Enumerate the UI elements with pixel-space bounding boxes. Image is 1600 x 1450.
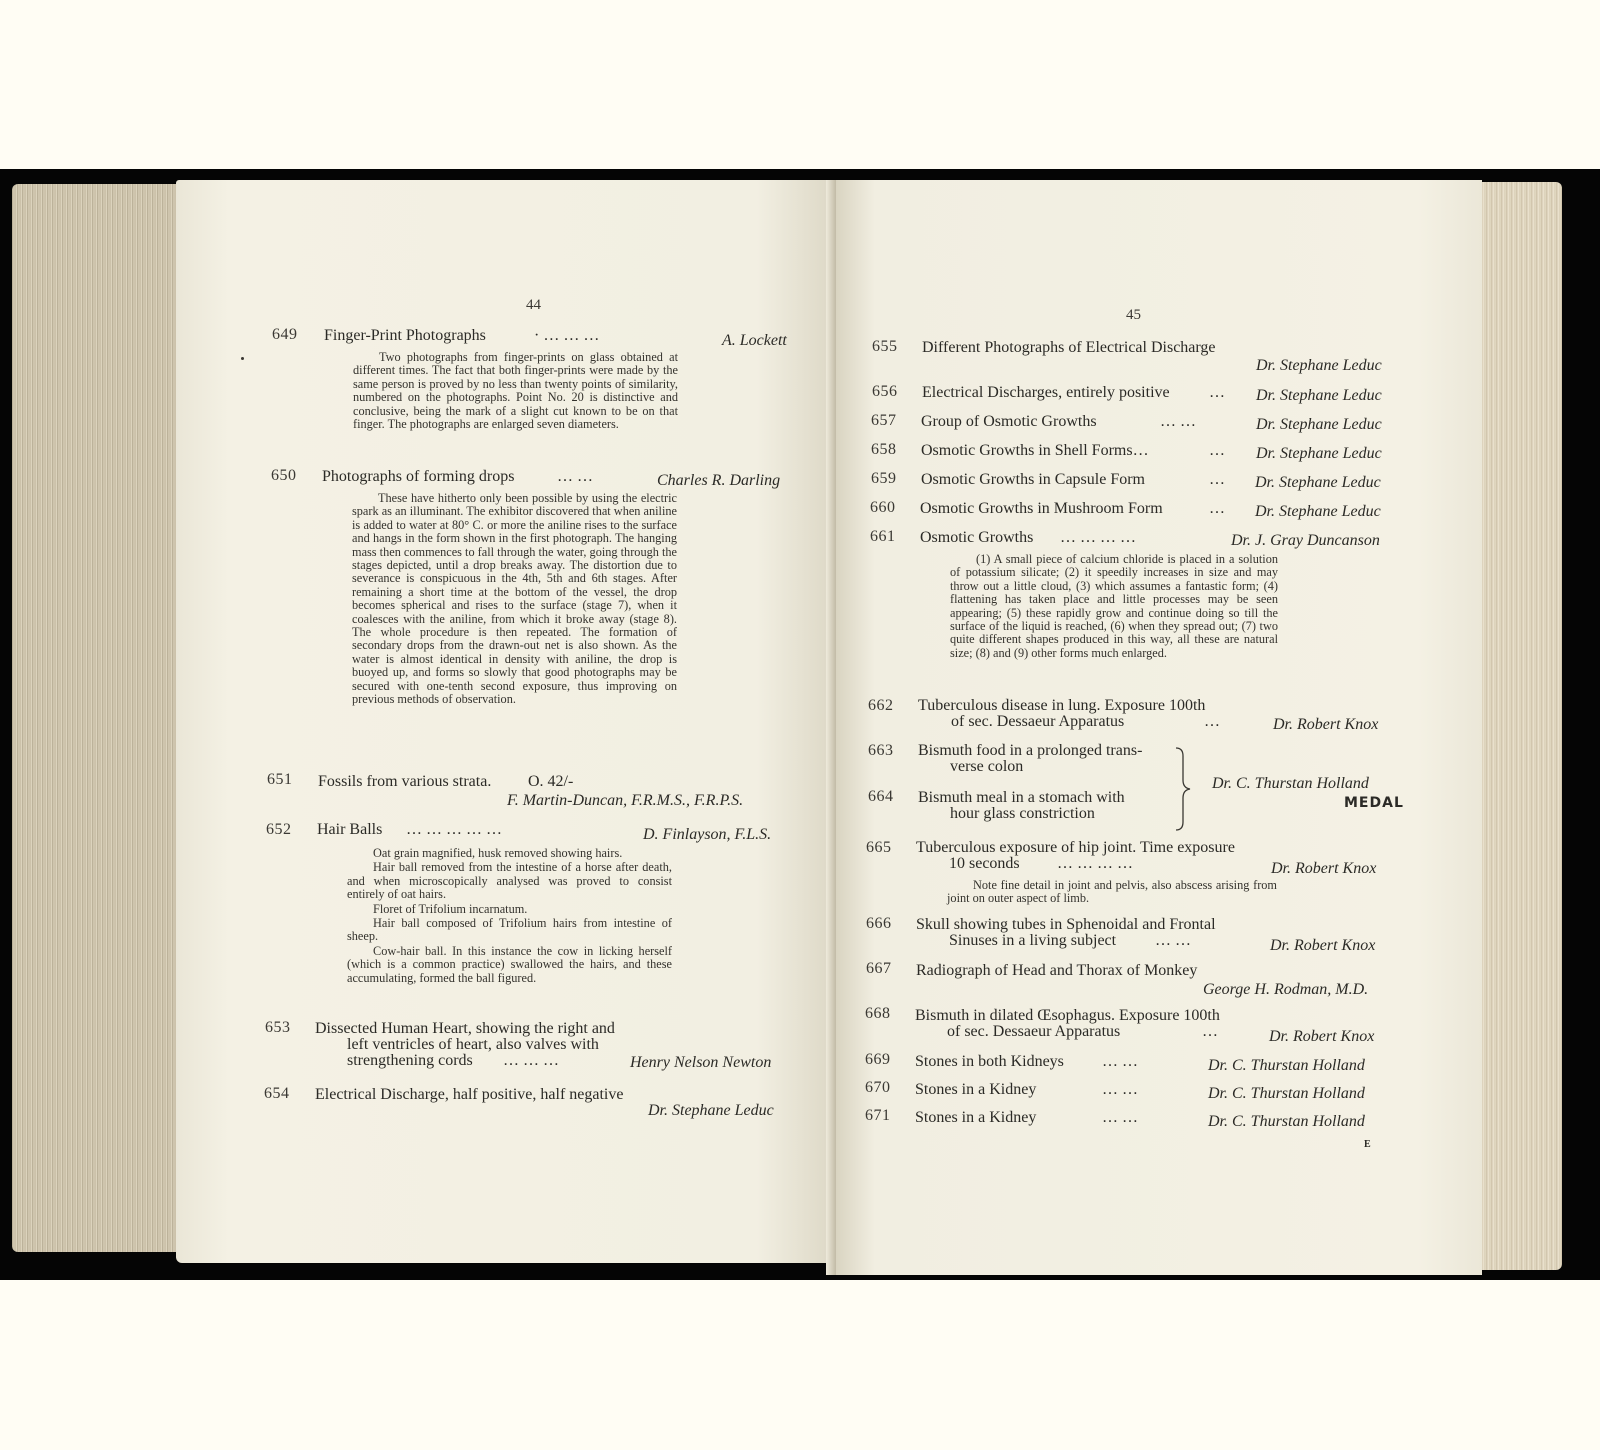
entry-exhibitor: Dr. Stephane Leduc xyxy=(648,1102,774,1119)
entry-number: 662 xyxy=(868,697,894,714)
entry-number: 664 xyxy=(868,788,894,805)
entry-number: 663 xyxy=(868,742,894,759)
entry-description: Two photographs from finger-prints on glass obtained at different times. The fact that both finger-prints were made by the same person is proved by no less than twenty points of similarity, numbered on the photographs. Point No. 20 is distinctive and conclusive, being the mark of a slight cut known to be on that finger. The photographs are enlarged seven diameters. xyxy=(353,350,678,432)
entry-title: Fossils from various strata. xyxy=(318,773,492,790)
entry-number: 653 xyxy=(265,1019,291,1036)
entry-number: 668 xyxy=(865,1005,891,1022)
entry-exhibitor: Charles R. Darling xyxy=(657,472,781,489)
entry-title: Different Photographs of Electrical Discharge xyxy=(922,339,1216,356)
page-edges-left xyxy=(12,184,182,1252)
entry-exhibitor: Dr. Robert Knox xyxy=(1270,937,1376,954)
entry-number: 669 xyxy=(865,1051,891,1068)
leader-dots: … … … … … xyxy=(406,821,502,838)
entry-description: (1) A small piece of calcium chloride is placed in a solution of potassium silicate; (2) it speedily increases in size and may throw out a little cloud, (3) which assumes a fantastic form; (4) flattening has taken place and little processes may be seen appearing; (5) these rapidly grow and continue doing so till the surface of the liquid is reached, (6) when they spread out; (7) two quite different shapes produced in this way, all these are natural size; (8) and (9) other forms much enlarged. xyxy=(950,552,1278,660)
entry-title-line: Dissected Human Heart, showing the right and xyxy=(315,1020,615,1037)
entry-title-line: left ventricles of heart, also valves with xyxy=(347,1036,599,1053)
entry-title: Electrical Discharge, half positive, half negative xyxy=(315,1086,624,1103)
leader-dots: … … … xyxy=(503,1052,559,1069)
entry-title: Osmotic Growths xyxy=(920,529,1034,546)
entry-exhibitor: Dr. C. Thurstan Holland xyxy=(1212,775,1369,792)
entry-title-line: Tuberculous disease in lung. Exposure 100th xyxy=(918,697,1206,714)
signature-mark: E xyxy=(1364,1139,1371,1150)
entry-price: O. 42/- xyxy=(528,773,574,790)
entry-exhibitor: Dr. C. Thurstan Holland xyxy=(1208,1085,1365,1102)
entry-description: Oat grain magnified, husk removed showing hairs. Hair ball removed from the intestine of a horse after death, and when microscopically analysed was proved to consist entirely of oat hairs. Floret of Trifolium incarnatum. Hair ball composed of Trifolium hairs from intestine of sheep. Cow-hair ball. In this instance the cow in licking herself (which is a common practice) swallowed the hairs, and these accumulating, formed the ball figured. xyxy=(347,846,672,985)
entry-title-line: Bismuth food in a prolonged trans- xyxy=(918,742,1143,759)
entry-title-line: verse colon xyxy=(950,758,1024,775)
leader-dots: … … xyxy=(1155,932,1191,949)
entry-title-line: hour glass constriction xyxy=(950,805,1095,822)
entry-title: Radiograph of Head and Thorax of Monkey xyxy=(916,962,1198,979)
page-number-right: 45 xyxy=(1126,307,1141,323)
entry-number: 657 xyxy=(871,412,897,429)
leader-dots: … … … … xyxy=(1060,529,1136,546)
entry-exhibitor: Henry Nelson Newton xyxy=(630,1054,772,1071)
page-number-left: 44 xyxy=(526,297,541,313)
entry-title: Stones in both Kidneys xyxy=(915,1053,1064,1070)
entry-number: 659 xyxy=(871,470,897,487)
leader-dots: … xyxy=(1209,471,1225,488)
entry-exhibitor: Dr. Stephane Leduc xyxy=(1256,416,1382,433)
entry-number: 650 xyxy=(271,467,297,484)
entry-description: Note fine detail in joint and pelvis, also abscess arising from joint on outer aspect of limb. xyxy=(947,878,1277,906)
entry-exhibitor: Dr. C. Thurstan Holland xyxy=(1208,1057,1365,1074)
entry-title: Hair Balls xyxy=(317,821,383,838)
stray-mark xyxy=(241,357,244,360)
entry-exhibitor: Dr. Robert Knox xyxy=(1271,860,1377,877)
entry-title: Stones in a Kidney xyxy=(915,1109,1037,1126)
entry-exhibitor: Dr. J. Gray Duncanson xyxy=(1231,532,1380,549)
entry-number: 666 xyxy=(866,915,892,932)
page-edges-right xyxy=(1470,182,1562,1270)
leader-dots: … … xyxy=(557,468,593,485)
entry-exhibitor: Dr. Stephane Leduc xyxy=(1256,357,1382,374)
entry-title: Osmotic Growths in Shell Forms… xyxy=(921,442,1149,459)
leader-dots: … … xyxy=(1102,1109,1138,1126)
entry-title-line: Bismuth in dilated Œsophagus. Exposure 100th xyxy=(915,1007,1220,1024)
entry-description: These have hitherto only been possible by using the electric spark as an illuminant. The exhibitor discovered that when aniline is added to water at 80° C. or more the aniline rises to the surface and hangs in the form shown in the first photograph. The hanging mass then commences to fall through the water, going through the stages depicted, until a drop breaks away. The distortion due to severance is conspicuous in the 4th, 5th and 6th stages. After remaining a short time at the bottom of the vessel, the drop becomes spherical and rises to the surface (stage 7), when it coalesces with the aniline, from which it broke away (stage 8). The whole procedure is then repeated. The formation of secondary drops from the drawn-out net is also shown. As the water is almost identical in density with aniline, the drop is buoyed up, and forms so slowly that good photographs may be secured with one-tenth second exposure, thus improving on previous methods of observation. xyxy=(352,491,677,707)
entry-exhibitor: F. Martin-Duncan, F.R.M.S., F.R.P.S. xyxy=(507,792,744,809)
entry-title-line: strengthening cords xyxy=(347,1052,473,1069)
entry-title: Group of Osmotic Growths xyxy=(921,413,1097,430)
leader-dots: … … … … xyxy=(1057,855,1133,872)
entry-exhibitor: Dr. Stephane Leduc xyxy=(1255,503,1381,520)
leader-dots: … xyxy=(1209,500,1225,517)
entry-title: Electrical Discharges, entirely positive xyxy=(922,384,1170,401)
entry-exhibitor: Dr. Robert Knox xyxy=(1269,1028,1375,1045)
entry-title-line: Skull showing tubes in Sphenoidal and Frontal xyxy=(916,916,1216,933)
entry-exhibitor: A. Lockett xyxy=(722,332,787,349)
entry-title-line: Tuberculous exposure of hip joint. Time exposure xyxy=(916,839,1235,856)
entry-title: Photographs of forming drops xyxy=(322,468,515,485)
entry-number: 658 xyxy=(871,441,897,458)
entry-title: Finger-Print Photographs xyxy=(324,327,486,344)
entry-number: 656 xyxy=(872,383,898,400)
leader-dots: · … … … xyxy=(534,327,600,344)
entry-number: 655 xyxy=(872,338,898,355)
entry-number: 654 xyxy=(264,1085,290,1102)
leader-dots: … xyxy=(1204,713,1220,730)
entry-title: Osmotic Growths in Mushroom Form xyxy=(920,500,1163,517)
entry-number: 667 xyxy=(866,960,892,977)
entry-exhibitor: George H. Rodman, M.D. xyxy=(1203,981,1369,998)
entry-title-line: 10 seconds xyxy=(949,855,1020,872)
entry-number: 670 xyxy=(865,1079,891,1096)
leader-dots: … … xyxy=(1102,1053,1138,1070)
entry-exhibitor: Dr. Robert Knox xyxy=(1273,716,1379,733)
entry-number: 665 xyxy=(866,839,892,856)
entry-number: 651 xyxy=(267,771,293,788)
right-brace xyxy=(1174,746,1192,832)
entry-number: 660 xyxy=(870,499,896,516)
leader-dots: … … xyxy=(1102,1081,1138,1098)
entry-number: 649 xyxy=(272,326,298,343)
entry-title-line: Bismuth meal in a stomach with xyxy=(918,789,1125,806)
leader-dots: … xyxy=(1209,442,1225,459)
entry-exhibitor: Dr. Stephane Leduc xyxy=(1256,387,1382,404)
entry-title: Stones in a Kidney xyxy=(915,1081,1037,1098)
leader-dots: … xyxy=(1209,384,1225,401)
entry-exhibitor: D. Finlayson, F.L.S. xyxy=(643,826,772,843)
entry-exhibitor: Dr. Stephane Leduc xyxy=(1255,474,1381,491)
entry-number: 661 xyxy=(870,528,896,545)
medal-award: MEDAL xyxy=(1344,795,1404,811)
leader-dots: … xyxy=(1202,1023,1218,1040)
entry-title-line: of sec. Dessaeur Apparatus xyxy=(951,713,1125,730)
entry-title-line: Sinuses in a living subject xyxy=(949,932,1117,949)
entry-title-line: of sec. Dessaeur Apparatus xyxy=(947,1023,1121,1040)
entry-title: Osmotic Growths in Capsule Form xyxy=(921,471,1145,488)
entry-number: 652 xyxy=(266,821,292,838)
leader-dots: … … xyxy=(1160,413,1196,430)
entry-exhibitor: Dr. C. Thurstan Holland xyxy=(1208,1113,1365,1130)
entry-number: 671 xyxy=(865,1107,891,1124)
entry-exhibitor: Dr. Stephane Leduc xyxy=(1256,445,1382,462)
